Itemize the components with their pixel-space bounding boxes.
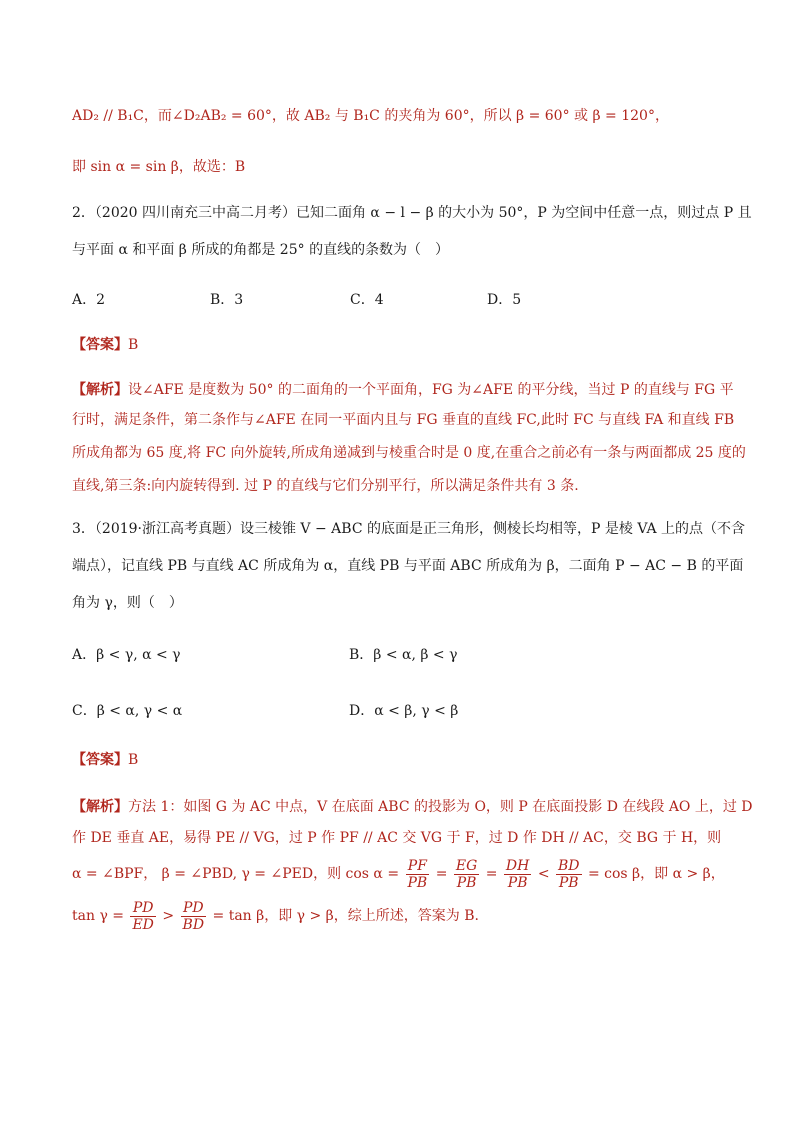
q3-analysis-label: 【解析】 [72,799,128,815]
fraction-pd-ed [130,900,155,933]
q3-analysis-text-3-pre: α = ∠BPF， β = ∠PBD, γ = ∠PED，则 cos α = [72,866,400,882]
q2-option-d: D．5 [487,292,522,308]
q2-answer-label: 【答案】 [72,337,128,353]
q3-answer-value: B [128,752,139,768]
equals-sign: = [485,866,498,882]
equals-sign: = [435,866,448,882]
fraction-pd-bd [181,900,207,933]
less-than-sign: < [537,866,550,882]
q2-option-a: A．2 [72,292,106,308]
fraction-numerator: EG [455,857,478,874]
q2-stem-line-2: 与平面 α 和平面 β 所成的角都是 25° 的直线的条数为（ ） [72,242,450,258]
q3-analysis-line-2: 作 DE 垂直 AE，易得 PE // VG，过 P 作 PF // AC 交 VG 于 F，过 D 作 DH // AC，交 BG 于 H，则 [72,830,722,846]
q3-analysis-line-3 [72,856,734,892]
q2-analysis-label: 【解析】 [72,382,128,398]
q2-option-c: C．4 [350,292,384,308]
fraction-numerator: PD [130,900,155,917]
q3-analysis-text-1: 方法 1：如图 G 为 AC 中点，V 在底面 ABC 的投影为 O，则 P 在底面投影 D 在线段 AO 上，过 D [128,799,753,815]
q2-option-b: B．3 [210,292,244,308]
fraction-pf-pb [406,858,430,891]
q3-answer [72,750,734,770]
greater-than-sign: > [162,908,175,924]
q2-analysis-line-3: 所成角都为 65 度,将 FC 向外旋转,所成角递减到与棱重合时是 0 度,在重合之前必有一条与两面都成 25 度的 [72,445,746,461]
q3-analysis-text-4-post: = tan β，即 γ > β，综上所述，答案为 B. [212,908,479,924]
q3-option-b: B．β < α, β < γ [349,647,458,663]
fraction-denominator: PB [558,874,579,891]
q3-answer-label: 【答案】 [72,752,128,768]
q2-answer-value: B [128,337,139,353]
fraction-numerator: BD [558,857,580,874]
fraction-denominator: BD [182,916,205,933]
q2-analysis-line-2: 行时，满足条件，第二条作与∠AFE 在同一平面内且与 FG 垂直的直线 FC,此时 FC 与直线 FA 和直线 FB [72,412,735,428]
q3-stem-line-3: 角为 γ，则（ ） [72,595,183,611]
fraction-bd-pb [556,858,582,891]
q3-stem-line-1: 3．（2019·浙江高考真题）设三棱锥 V − ABC 的底面是正三角形，侧棱长均相等，P 是棱 VA 上的点（不含 [72,521,746,537]
q3-stem-line-2: 端点），记直线 PB 与直线 AC 所成角为 α，直线 PB 与平面 ABC 所成角为 β，二面角 P − AC − B 的平面 [72,558,744,574]
fraction-denominator: PB [507,874,528,891]
fraction-denominator: PB [456,874,477,891]
fraction-numerator: PF [406,858,430,875]
q3-option-a: A．β < γ, α < γ [72,647,181,663]
q3-analysis-line-4 [72,898,734,934]
q2-analysis-text-1: 设∠AFE 是度数为 50° 的二面角的一个平面角，FG 为∠AFE 的平分线，当过 P 的直线与 FG 平 [128,382,734,398]
q2-stem-line-1: 2．（2020 四川南充三中高二月考）已知二面角 α − l − β 的大小为 50°，P 为空间中任意一点，则过点 P 且 [72,205,752,221]
fraction-numerator: DH [505,857,530,874]
prev-solution-line-2: 即 sin α = sin β，故选：B [72,159,246,175]
q3-analysis-text-3-post: = cos β，即 α > β， [587,866,725,882]
q2-analysis-line-1 [72,380,734,400]
q3-analysis-text-4-pre: tan γ = [72,908,124,924]
q3-option-d: D．α < β, γ < β [349,703,459,719]
fraction-dh-pb [504,858,531,891]
q2-answer [72,335,734,355]
q3-analysis-line-1 [72,797,753,817]
fraction-numerator: PD [181,900,207,917]
q3-option-c: C．β < α, γ < α [72,703,183,719]
fraction-denominator: ED [132,916,154,933]
fraction-eg-pb [454,858,479,891]
fraction-denominator: PB [407,874,428,891]
q2-analysis-line-4: 直线,第三条:向内旋转得到. 过 P 的直线与它们分别平行，所以满足条件共有 3 条. [72,478,579,494]
prev-solution-line-1: AD₂ // B₁C，而∠D₂AB₂ = 60°，故 AB₂ 与 B₁C 的夹角为 60°，所以 β = 60° 或 β = 120°， [72,108,669,124]
